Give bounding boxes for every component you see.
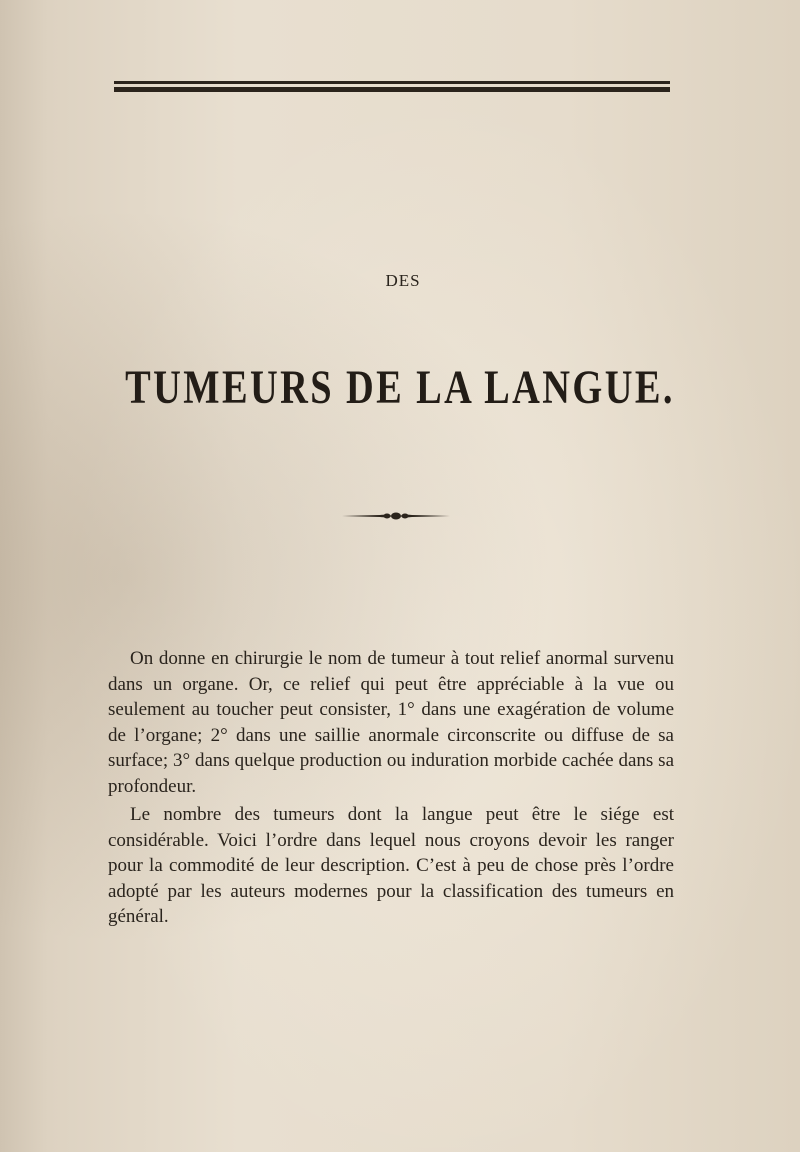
- rule-thin-line: [114, 81, 670, 84]
- header-double-rule: [114, 81, 670, 93]
- paragraph: On donne en chirurgie le nom de tumeur à tout relief anormal survenu dans un organe. Or, ce relief qui peut être appréciable à la vue ou seulement au toucher peut consister, 1° dans une exagération de volume de l’organe; 2° dans une saillie anormale circonscrite ou diffuse de sa surface; 3° dans quelque production ou induration morbide cachée dans sa profondeur.: [108, 648, 674, 797]
- rule-thick-line: [114, 87, 670, 92]
- paragraph: Le nombre des tumeurs dont la langue peut être le siége est considérable. Voici l’ordre dans lequel nous croyons devoir les ranger pour la commodité de leur description. C’est à peu de chose près l’ordre adopté par les auteurs modernes pour la classification des tumeurs en général.: [108, 804, 674, 927]
- body-text: [108, 646, 674, 930]
- ornament-divider-icon: [340, 508, 452, 524]
- title-prefix: DES: [385, 271, 421, 290]
- page-title: TUMEURS DE LA LANGUE.: [125, 361, 675, 414]
